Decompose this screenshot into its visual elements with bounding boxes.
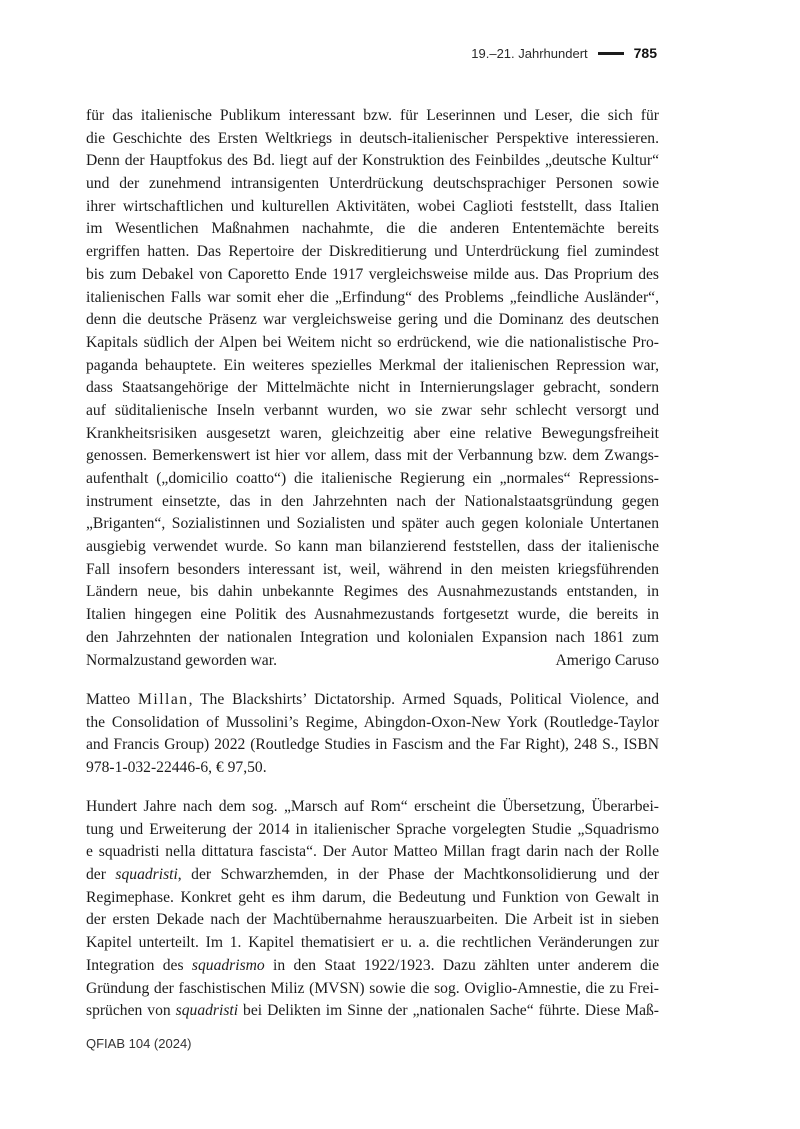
body-text: bei Delikten im Sinne der „nationalen Sache“ führte. Diese Maß- <box>238 1002 659 1020</box>
body-line: instrument einsetzte, das in den Jahrzehnten nach der Nationalstaatsgründung gegen <box>86 492 659 510</box>
running-head-rule <box>598 52 624 55</box>
citation-title: , The Blackshirts’ Dictatorship. Armed Squads, Political Violence, and <box>188 691 660 708</box>
body-line-final <box>86 650 659 673</box>
citation-line: the Consolidation of Mussolini’s Regime, Abingdon-Oxon-New York (Routledge-Taylor <box>86 713 659 731</box>
body-line: Krankheitsrisiken ausgesetzt waren, gleichzeitig aber eine relative Bewegungsfreiheit <box>86 424 659 442</box>
body-line: für das italienische Publikum interessant bzw. für Leserinnen und Leser, die sich für <box>86 107 659 124</box>
body-line: dass Staatsangehörige der Mittelmächte nicht in Internierungslager gebracht, sondern <box>86 379 659 397</box>
body-text: , der Schwarzhemden, in der Phase der Machtkonsolidierung und der <box>177 866 659 884</box>
citation-author-first: Matteo <box>86 691 131 708</box>
body-text: Integration des <box>86 956 192 974</box>
body-line: Kapitals südlich der Alpen bei Weitem nicht so erdrückend, wie die nationalistische Pro- <box>86 333 659 351</box>
body-line: ihrer wirtschaftlichen und kulturellen Aktivitäten, wobei Caglioti feststellt, dass Italien <box>86 197 659 215</box>
body-line: Regimephase. Konkret geht es ihm darum, die Bedeutung und Funktion von Gewalt in <box>86 888 659 906</box>
body-line <box>86 864 659 887</box>
body-italic: squadristi <box>175 1002 239 1020</box>
citation-line: and Francis Group) 2022 (Routledge Studies in Fascism and the Far Right), 248 S., ISBN <box>86 736 659 754</box>
body-line: e squadristi nella dittatura fascista“. Der Autor Matteo Millan fragt darin nach der Rolle <box>86 843 659 861</box>
body-line <box>86 955 659 978</box>
body-line: denn die deutsche Präsenz war vergleichsweise gering und die Dominanz des deutschen <box>86 311 659 329</box>
body-line <box>86 1000 659 1023</box>
reviewer-signoff: Amerigo Caruso <box>555 651 659 669</box>
body-line: der ersten Dekade nach der Machtübernahme herauszuarbeiten. Die Arbeit ist in sieben <box>86 911 659 929</box>
body-italic: squadrismo <box>191 956 265 974</box>
citation-line: 978-1-032-22446-6, € 97,50. <box>86 759 267 777</box>
body-line: Denn der Hauptfokus des Bd. liegt auf der Konstruktion des Feinbildes „deutsche Kultur“ <box>86 152 659 170</box>
body-line: Italien hingegen eine Politik des Ausnahmezustands fortgesetzt wurde, die bereits in <box>86 606 659 624</box>
footer-journal: QFIAB 104 (2024) <box>86 1036 192 1051</box>
body-text: der <box>86 866 116 884</box>
body-line: tung und Erweiterung der 2014 in italienischer Sprache vorgelegten Studie „Squadrismo <box>86 820 659 838</box>
citation-line <box>86 689 659 712</box>
body-line: die Geschichte des Ersten Weltkriegs in deutsch-italienischer Perspektive interessieren. <box>86 129 659 147</box>
body-text: sprüchen von <box>86 1002 176 1020</box>
body-line: bis zum Debakel von Caporetto Ende 1917 vergleichsweise milde aus. Das Proprium des <box>86 265 659 283</box>
body-line: ausgiebig verwendet wurde. So kann man bilanzierend feststellen, dass der italienische <box>86 538 659 556</box>
body-line: „Briganten“, Sozialistinnen und Sozialisten und später auch gegen koloniale Untertanen <box>86 515 659 533</box>
body-line: Hundert Jahre nach dem sog. „Marsch auf Rom“ erscheint die Übersetzung, Überarbei- <box>86 798 659 815</box>
body-line: den Jahrzehnten der nationalen Integration und kolonialen Expansion nach 1861 zum <box>86 628 659 646</box>
running-head <box>471 44 657 62</box>
body-line: italienischen Falls war somit eher die „Erfindung“ des Problems „feindliche Ausländer“, <box>86 288 659 306</box>
body-line: paganda behauptete. Ein weiteres spezielles Merkmal der italienischen Repression war, <box>86 356 659 374</box>
body-line: und der zunehmend intransigenten Unterdrückung deutschsprachiger Personen sowie <box>86 175 659 193</box>
body-line: Ländern neue, bis dahin unbekannte Regimes des Ausnahmezustands entstanden, in <box>86 583 659 601</box>
page-number: 785 <box>633 45 657 61</box>
body-line: Kapitel unterteilt. Im 1. Kapitel thematisiert er u. a. die rechtlichen Veränderungen zur <box>86 934 659 952</box>
body-italic: squadristi <box>115 866 178 884</box>
body-line: genossen. Bemerkenswert ist hier vor allem, dass mit der Verbannung bzw. dem Zwangs- <box>86 447 659 465</box>
body-line: ergriffen hatten. Das Repertoire der Diskreditierung und Unterdrückung fiel zumindest <box>86 243 659 261</box>
body-line: aufenthalt („domicilio coatto“) die italienische Regierung ein „normales“ Repressions- <box>86 470 659 487</box>
body-line: Gründung der faschistischen Miliz (MVSN) sowie die sog. Oviglio-Amnestie, die zu Frei- <box>86 979 659 997</box>
body-line: im Wesentlichen Maßnahmen nachahmte, die die anderen Ententemächte bereits <box>86 220 659 238</box>
body-text: in den Staat 1922/1923. Dazu zählten unter anderem die <box>264 956 659 974</box>
review-millan-body <box>86 796 659 1023</box>
body-line: Fall insofern besonders interessant ist, weil, während in den meisten kriegsführenden <box>86 560 659 578</box>
running-head-section: 19.–21. Jahrhundert <box>471 45 588 61</box>
citation-author-last: Millan <box>138 691 189 708</box>
body-text: Normalzustand geworden war. <box>86 651 277 669</box>
review-millan-citation <box>86 689 659 780</box>
body-line: auf süditalienische Inseln verbannt wurden, wo sie zwar sehr schlecht versorgt und <box>86 401 659 419</box>
review-caruso-continuation <box>86 105 659 672</box>
